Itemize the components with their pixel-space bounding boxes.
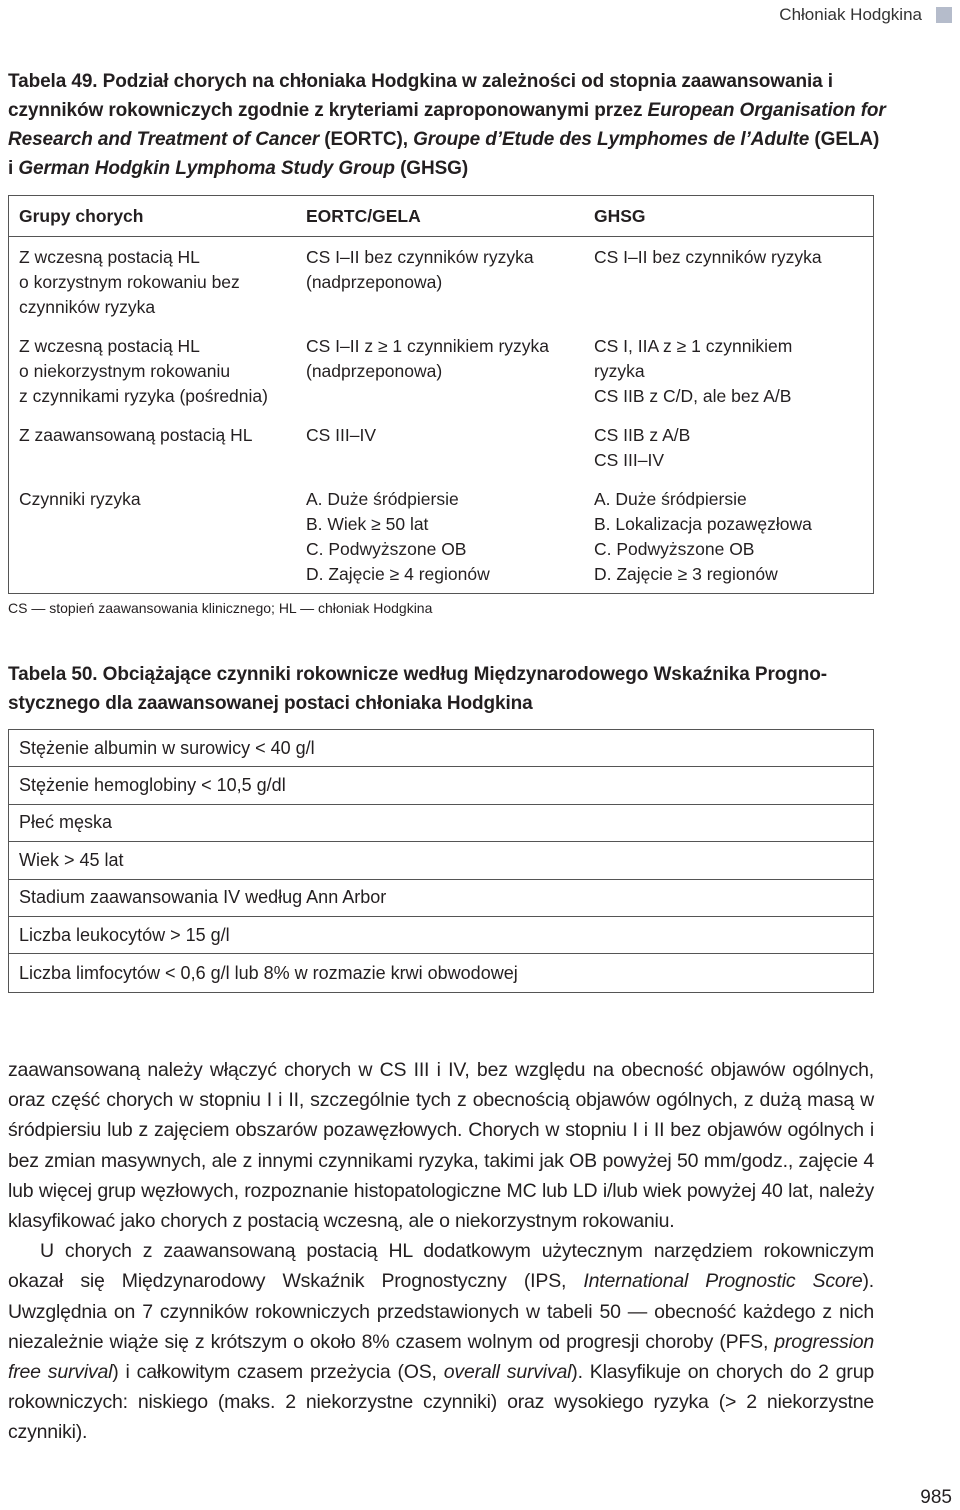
table-cell: [584, 237, 874, 327]
paragraph-italic: International Prognostic Score: [583, 1270, 863, 1293]
column-header-ghsg: GHSG: [584, 196, 874, 237]
cell-line: czynników ryzyka: [19, 297, 156, 317]
table-cell: [584, 479, 874, 594]
table-row: Liczba limfocytów < 0,6 g/l lub 8% w rozmazie krwi obwodowej: [19, 962, 518, 983]
paragraph-text: ) i całkowitym czasem przeżycia (OS,: [112, 1361, 444, 1384]
column-header-eortc-gela: EORTC/GELA: [296, 196, 584, 237]
cell-line: C. Podwyższone OB: [594, 539, 755, 559]
table-row: Wiek > 45 lat: [9, 842, 873, 879]
table-row: [9, 479, 874, 594]
cell-line: CS IIB z A/B: [594, 425, 691, 445]
table-row: Stężenie albumin w surowicy < 40 g/l: [9, 730, 873, 767]
table-cell: [9, 479, 297, 594]
caption-text: (EORTC),: [319, 129, 414, 150]
caption-text: (GELA) i: [8, 129, 880, 179]
table-row: Płeć męska: [9, 805, 873, 842]
header-square-icon: [936, 7, 952, 23]
caption-italic: German Hodgkin Lymphoma Study Group: [18, 158, 395, 179]
cell-line: CS I, IIA z ≥ 1 czynnikiem: [594, 336, 793, 356]
caption-text: Tabela 49. Podział chorych na chłoniaka Hodgkina w zależności od stopnia zaawansowania i czynników rokowniczych zgodnie z kryteriami zaproponowanymi przez: [8, 71, 833, 121]
paragraph-italic: overall survival: [443, 1361, 572, 1384]
table-row: [9, 326, 874, 415]
table-header-row: [9, 196, 874, 237]
page-number: 985: [920, 1487, 952, 1508]
table-cell: [9, 326, 297, 415]
table-row: Stężenie hemoglobiny < 10,5 g/dl: [9, 767, 873, 804]
table-cell: [584, 326, 874, 415]
table-row: [9, 415, 874, 479]
cell-line: o niekorzystnym rokowaniu: [19, 361, 231, 381]
cell-line: C. Podwyższone OB: [306, 539, 467, 559]
paragraph: [8, 1236, 874, 1447]
table-row: [9, 237, 874, 327]
caption-italic: Groupe d’Etude des Lymphomes de l’Adulte: [413, 129, 810, 150]
column-header-groups: Grupy chorych: [9, 196, 297, 237]
running-header: [779, 4, 952, 26]
cell-line: (nadprzeponowa): [306, 361, 443, 381]
cell-line: Z wczesną postacią HL: [19, 336, 200, 356]
caption-text: (GHSG): [394, 158, 469, 179]
cell-line: A. Duże śródpiersie: [306, 489, 459, 509]
body-text: [8, 1055, 874, 1448]
cell-line: CS IIB z C/D, ale bez A/B: [594, 386, 792, 406]
cell-line: Z zaawansowaną postacią HL: [19, 425, 253, 445]
cell-line: CS III–IV: [594, 450, 665, 470]
table-cell: [296, 415, 584, 479]
paragraph: zaawansowaną należy włączyć chorych w CS III i IV, bez względu na obecność objawów ogólnych, oraz część chorych w stopniu I i II, szczególnie tych z obecnością objawów ogólnych, z dużą masą w śródpiersiu lub z zajęciem obszarów pozawęzłowych. Chorych w stopniu I i II bez objawów ogólnych i bez zmian masywnych, ale z innymi czynnikami ryzyka, takimi jak OB powyżej 50 mm/godz., zajęcie 4 lub więcej grup węzłowych, rozpoznanie histopatologiczne MC lub LD i/lub wiek powyżej 40 lat, należy klasyfikować jako chorych z postacią wczesną, ale o niekorzystnym rokowaniu.: [8, 1059, 874, 1233]
paragraph-italic: progression free survival: [8, 1330, 874, 1384]
cell-line: B. Lokalizacja pozawęzłowa: [594, 514, 812, 534]
table-cell: [9, 237, 297, 327]
cell-line: CS I–II z ≥ 1 czynnikiem ryzyka: [306, 336, 550, 356]
cell-line: CS III–IV: [306, 425, 377, 445]
table-cell: [296, 237, 584, 327]
table-49: [8, 195, 874, 594]
cell-line: B. Wiek ≥ 50 lat: [306, 514, 429, 534]
paragraph-text: U chorych z zaawansowaną postacią HL dodatkowym użytecznym narzędziem rokowniczym okazał się Międzynarodowy Wskaźnik Prognostyczny (IPS,: [8, 1240, 874, 1293]
table-cell: [296, 479, 584, 594]
table-49-caption: [8, 67, 888, 183]
table-50-caption: [8, 660, 888, 718]
cell-line: CS I–II bez czynników ryzyka: [594, 247, 822, 267]
table-row: Liczba leukocytów > 15 g/l: [9, 917, 873, 954]
cell-line: ryzyka: [594, 361, 645, 381]
table-cell: [296, 326, 584, 415]
table-cell: [9, 415, 297, 479]
caption-line: Tabela 50. Obciążające czynniki rokownicze według Międzynarodowego Wskaźnika Progno-: [8, 664, 828, 685]
table-50: [8, 729, 874, 993]
cell-line: z czynnikami ryzyka (pośrednia): [19, 386, 268, 406]
paragraph-text: ). Uwzględnia on 7 czynników rokowniczych przedstawionych w tabeli 50 — obecność każdego z nich niezależnie wiąże się z krótszym o około 8% czasem wolnym od progresji choroby (PFS,: [8, 1270, 875, 1353]
cell-line: D. Zajęcie ≥ 3 regionów: [594, 564, 778, 584]
cell-line: (nadprzeponowa): [306, 272, 443, 292]
table-49-footnote: CS — stopień zaawansowania klinicznego; HL — chłoniak Hodgkina: [8, 600, 433, 616]
caption-italic: European Organisation for Research and Treatment of Cancer: [8, 100, 886, 150]
cell-line: Czynniki ryzyka: [19, 489, 141, 509]
table-row: Stadium zaawansowania IV według Ann Arbor: [9, 880, 873, 917]
running-title: Chłoniak Hodgkina: [779, 5, 922, 24]
cell-line: CS I–II bez czynników ryzyka: [306, 247, 534, 267]
cell-line: D. Zajęcie ≥ 4 regionów: [306, 564, 490, 584]
cell-line: Z wczesną postacią HL: [19, 247, 200, 267]
table-cell: [584, 415, 874, 479]
caption-line: stycznego dla zaawansowanej postaci chłoniaka Hodgkina: [8, 693, 533, 714]
cell-line: A. Duże śródpiersie: [594, 489, 747, 509]
paragraph-text: ). Klasyfikuje on chorych do 2 grup rokowniczych: niskiego (maks. 2 niekorzystne czynniki) oraz wysokiego ryzyka (> 2 niekorzystne czynniki).: [8, 1361, 874, 1444]
cell-line: o korzystnym rokowaniu bez: [19, 272, 240, 292]
